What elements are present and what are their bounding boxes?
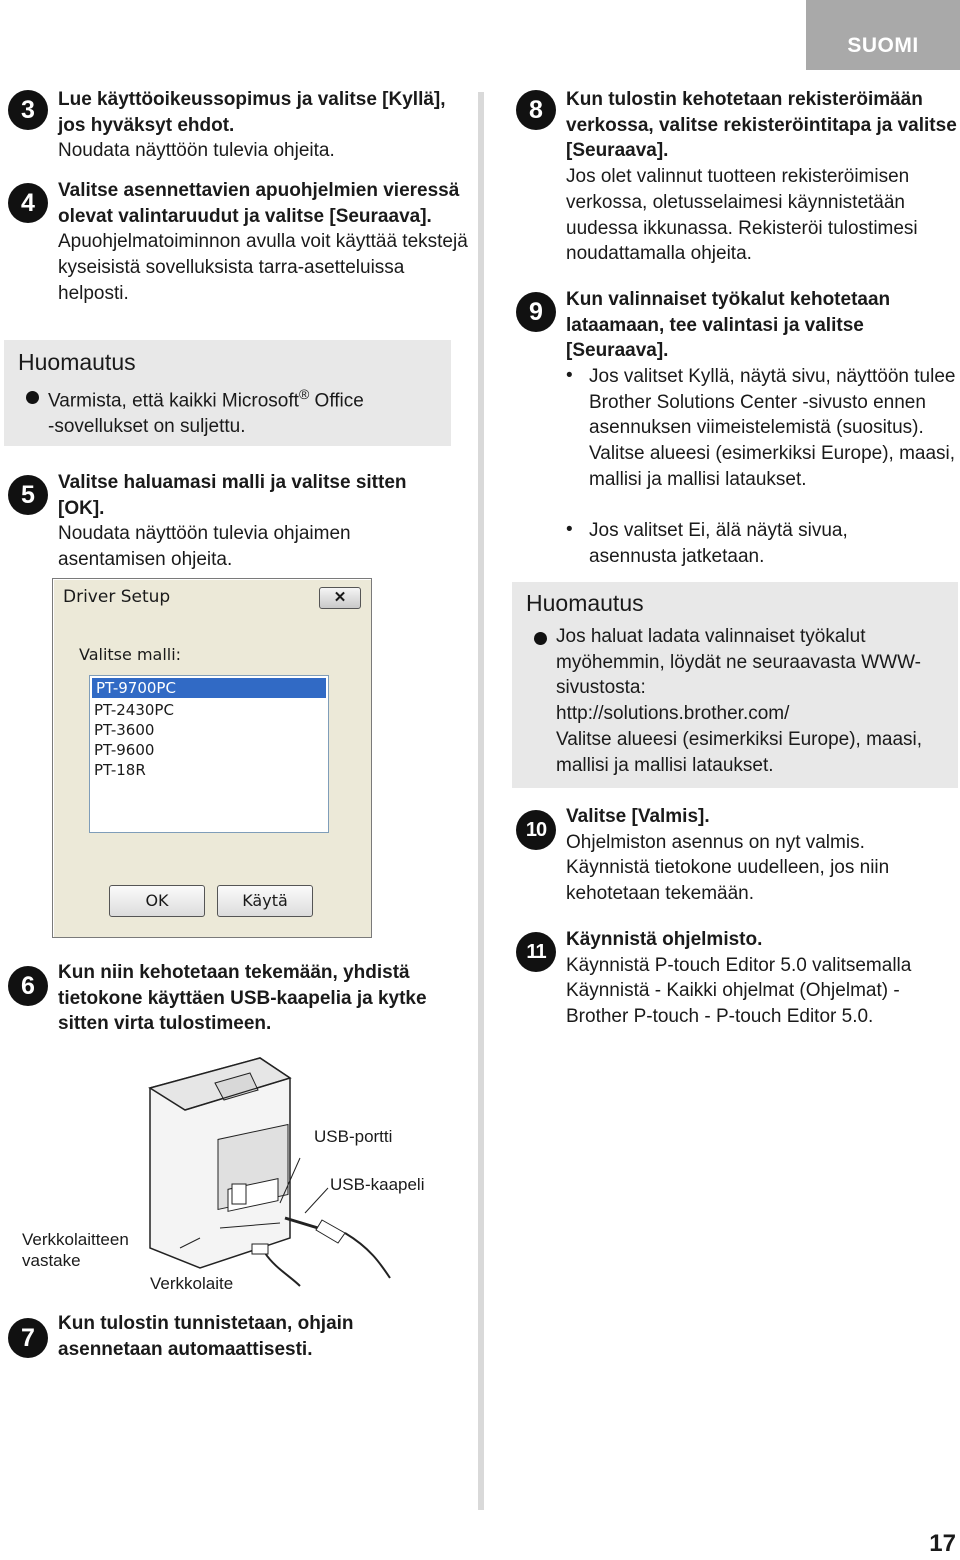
usb-port-label: USB-portti [314, 1127, 393, 1146]
model-listbox[interactable] [89, 675, 329, 833]
note-1-title: Huomautus [18, 349, 136, 375]
usb-cable-label: USB-kaapeli [330, 1175, 425, 1194]
step-3-heading: Lue käyttöoikeussopimus ja valitse [Kyllä], jos hyväksyt ehdot. [58, 89, 446, 136]
step-5-heading: Valitse haluamasi malli ja valitse sitten [OK]. [58, 472, 407, 519]
note-2-text: Jos haluat ladata valinnaiset työkalut myöhemmin, löydät ne seuraavasta WWW-sivustosta: http://solutions.brother.com/ Valitse alueesi (esimerkiksi Europe), maasi, mallisi ja mallisi lataukset. [556, 624, 936, 778]
model-item[interactable]: PT-9600 [94, 741, 155, 759]
step-number-7: 7 [8, 1318, 48, 1358]
step-8-text [566, 87, 958, 267]
driver-setup-dialog [52, 578, 372, 938]
solutions-url[interactable]: http://solutions.brother.com/ [556, 703, 790, 725]
model-item[interactable]: PT-3600 [94, 721, 155, 739]
close-button[interactable]: ✕ [319, 587, 361, 609]
step-4-detail: Apuohjelmatoiminnon avulla voit käyttää tekstejä kyseisistä sovelluksista tarra-asetteluissa helposti. [58, 231, 468, 304]
step-7-text [58, 1311, 438, 1362]
bullet-mark: • [566, 365, 573, 386]
page-number: 17 [929, 1530, 956, 1557]
note-box-1 [4, 340, 451, 446]
step-9-text [566, 287, 958, 364]
step-10-heading: Valitse [Valmis]. [566, 806, 710, 827]
bullet-dot [534, 632, 547, 645]
step-10-text: Valitse [Valmis]. Ohjelmiston asennus on nyt valmis. Käynnistä tietokone uudelleen, jos niin kehotetaan tekemään. [566, 804, 946, 907]
step-4-heading: Valitse asennettavien apuohjelmien vieressä olevat valintaruudut ja valitse [Seuraava]. [58, 180, 460, 227]
model-item[interactable]: PT-9700PC [92, 678, 326, 698]
bullet-mark: • [566, 519, 573, 540]
step-11-heading: Käynnistä ohjelmisto. [566, 929, 763, 950]
step-9-heading: Kun valinnaiset työkalut kehotetaan lataamaan, tee valintasi ja valitse [Seuraava]. [566, 289, 891, 362]
column-divider [478, 92, 484, 1510]
language-tab: SUOMI [806, 0, 960, 70]
step-number-11: 11 [516, 932, 556, 972]
note-2-title: Huomautus [526, 590, 644, 616]
step-number-6: 6 [8, 966, 48, 1006]
ok-button[interactable]: OK [109, 885, 205, 917]
step-9-bullet-1: Jos valitset Kyllä, näytä sivu, näyttöön tulee Brother Solutions Center -sivusto ennen asennuksen viimeistelemistä (suositus). Valitse alueesi (esimerkiksi Europe), maasi, mallisi ja mallisi lataukset. [589, 366, 956, 490]
step-number-3: 3 [8, 90, 48, 130]
step-number-10: 10 [516, 810, 556, 850]
registered-mark: ® [298, 386, 310, 402]
model-item[interactable]: PT-18R [94, 761, 146, 779]
step-6-text [58, 960, 458, 1037]
network-jack-label: Verkkolaitteen vastake [22, 1230, 129, 1270]
step-3-detail: Noudata näyttöön tulevia ohjeita. [58, 140, 335, 162]
step-9-bullet-2: Jos valitset Ei, älä näytä sivua, asennusta jatketaan. [589, 520, 848, 567]
step-5-detail: Noudata näyttöön tulevia ohjaimen asentamisen ohjeita. [58, 523, 351, 571]
model-item[interactable]: PT-2430PC [94, 701, 174, 719]
step-number-8: 8 [516, 90, 556, 130]
printer-illustration [140, 1048, 420, 1288]
note-1-text: Varmista, että kaikki Microsoft® Office -sovellukset on suljettu. [48, 386, 364, 438]
step-number-4: 4 [8, 183, 48, 223]
step-6-heading: Kun niin kehotetaan tekemään, yhdistä tietokone käyttäen USB-kaapelia ja kytke sitten virta tulostimeen. [58, 962, 427, 1035]
adapter-label: Verkkolaite [150, 1274, 234, 1293]
apply-button[interactable]: Käytä [217, 885, 313, 917]
step-5-text [58, 470, 438, 573]
step-8-detail: Jos olet valinnut tuotteen rekisteröimisen verkossa, oletusselaimesi käynnistetään uudessa ikkunassa. Rekisteröi tulostimesi noudattamalla ohjeita. [566, 166, 918, 265]
model-label: Valitse malli: [79, 645, 182, 664]
dialog-title: Driver Setup [63, 587, 171, 607]
step-11-text: Käynnistä ohjelmisto. Käynnistä P-touch Editor 5.0 valitsemalla Käynnistä - Kaikki ohjelmat (Ohjelmat) - Brother P-touch - P-touch Editor 5.0. [566, 927, 958, 1030]
step-number-5: 5 [8, 475, 48, 515]
note-box-2 [512, 582, 958, 788]
step-7-heading: Kun tulostin tunnistetaan, ohjain asennetaan automaattisesti. [58, 1313, 354, 1360]
step-number-9: 9 [516, 292, 556, 332]
step-4-text [58, 178, 468, 307]
step-8-heading: Kun tulostin kehotetaan rekisteröimään verkossa, valitse rekisteröintitapa ja valitse [Seuraava]. [566, 89, 957, 162]
bullet-dot [26, 391, 39, 404]
step-3-text [58, 87, 468, 164]
